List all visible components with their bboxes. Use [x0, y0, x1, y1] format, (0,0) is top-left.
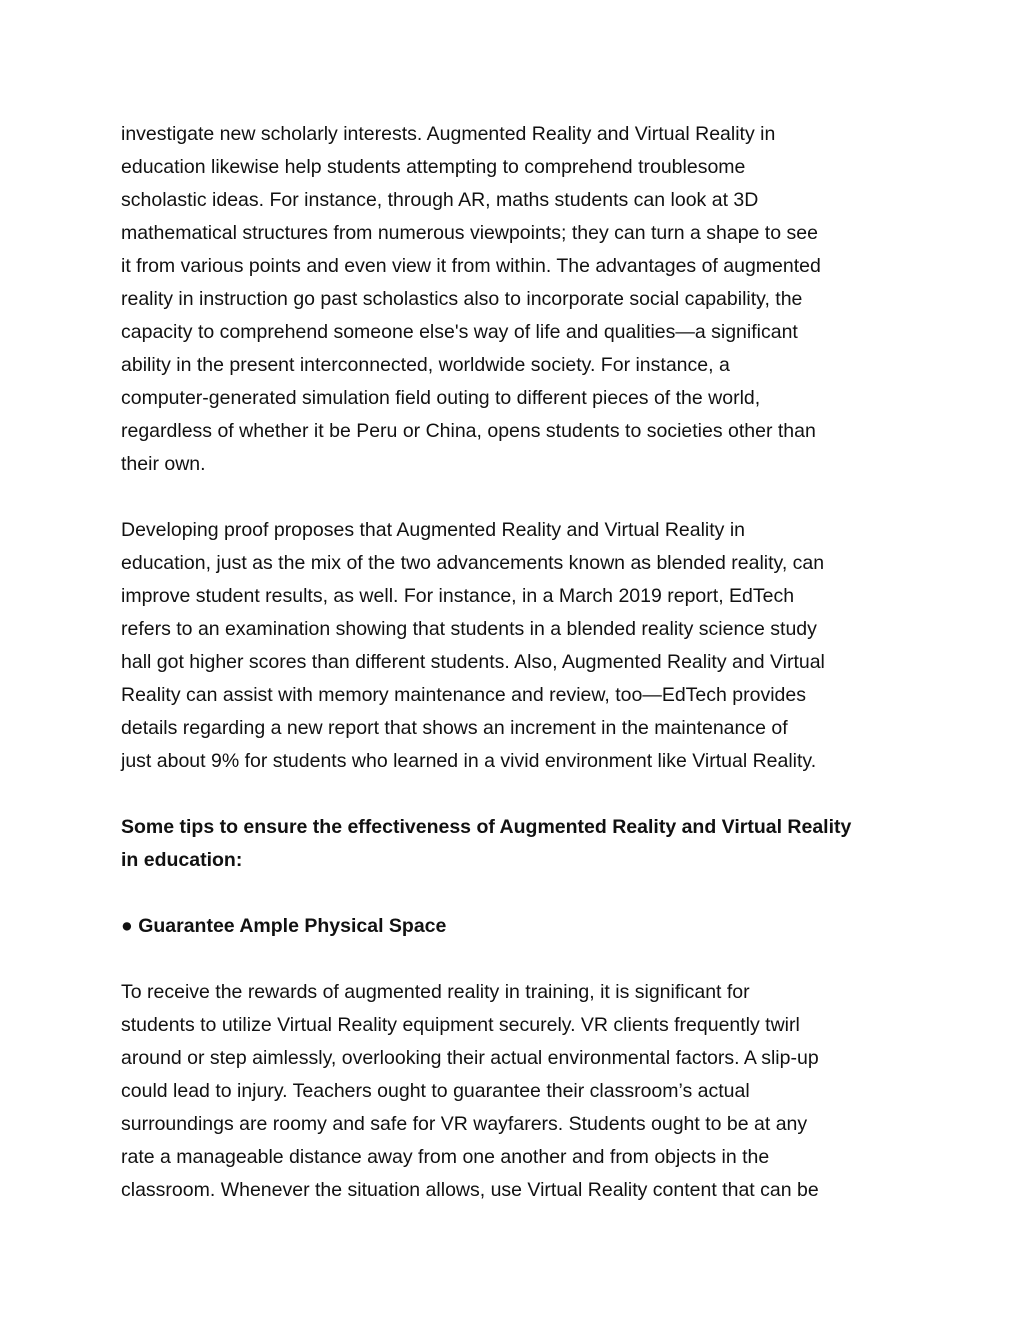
text-line: rate a manageable distance away from one another and from objects in the	[121, 1146, 770, 1168]
text-line: computer-generated simulation field outing to different pieces of the world,	[121, 387, 761, 409]
text-line: investigate new scholarly interests. Augmented Reality and Virtual Reality in	[121, 123, 776, 145]
text-line: education, just as the mix of the two advancements known as blended reality, can	[121, 552, 825, 574]
text-line: Reality can assist with memory maintenance and review, too—EdTech provides	[121, 684, 806, 706]
text-line: mathematical structures from numerous viewpoints; they can turn a shape to see	[121, 222, 818, 244]
section-heading	[121, 811, 921, 877]
text-line: hall got higher scores than different students. Also, Augmented Reality and Virtual	[121, 651, 825, 673]
paragraph-1	[121, 118, 921, 481]
text-line: could lead to injury. Teachers ought to guarantee their classroom’s actual	[121, 1080, 750, 1102]
bullet-heading	[121, 910, 921, 943]
paragraph-3	[121, 976, 921, 1207]
text-line: details regarding a new report that shows an increment in the maintenance of	[121, 717, 788, 739]
text-line: their own.	[121, 453, 206, 475]
text-line: improve student results, as well. For instance, in a March 2019 report, EdTech	[121, 585, 795, 607]
text-line: it from various points and even view it from within. The advantages of augmented	[121, 255, 821, 277]
text-line: ability in the present interconnected, worldwide society. For instance, a	[121, 354, 730, 376]
text-line: To receive the rewards of augmented reality in training, it is significant for	[121, 981, 750, 1003]
text-line: students to utilize Virtual Reality equipment securely. VR clients frequently twirl	[121, 1014, 800, 1036]
bullet-heading-text: ● Guarantee Ample Physical Space	[121, 915, 447, 937]
text-line: regardless of whether it be Peru or China, opens students to societies other than	[121, 420, 816, 442]
text-line: capacity to comprehend someone else's way of life and qualities—a significant	[121, 321, 798, 343]
text-line: just about 9% for students who learned in a vivid environment like Virtual Reality.	[121, 750, 817, 772]
text-line: reality in instruction go past scholastics also to incorporate social capability, the	[121, 288, 803, 310]
heading-line: Some tips to ensure the effectiveness of Augmented Reality and Virtual Reality	[121, 816, 852, 838]
text-line: surroundings are roomy and safe for VR wayfarers. Students ought to be at any	[121, 1113, 808, 1135]
paragraph-2	[121, 514, 921, 778]
text-line: around or step aimlessly, overlooking their actual environmental factors. A slip-up	[121, 1047, 819, 1069]
text-line: education likewise help students attempting to comprehend troublesome	[121, 156, 746, 178]
text-line: scholastic ideas. For instance, through AR, maths students can look at 3D	[121, 189, 759, 211]
document-body	[121, 118, 921, 1240]
text-line: refers to an examination showing that students in a blended reality science study	[121, 618, 817, 640]
text-line: classroom. Whenever the situation allows, use Virtual Reality content that can be	[121, 1179, 819, 1201]
text-line: Developing proof proposes that Augmented Reality and Virtual Reality in	[121, 519, 746, 541]
heading-line: in education:	[121, 849, 243, 871]
